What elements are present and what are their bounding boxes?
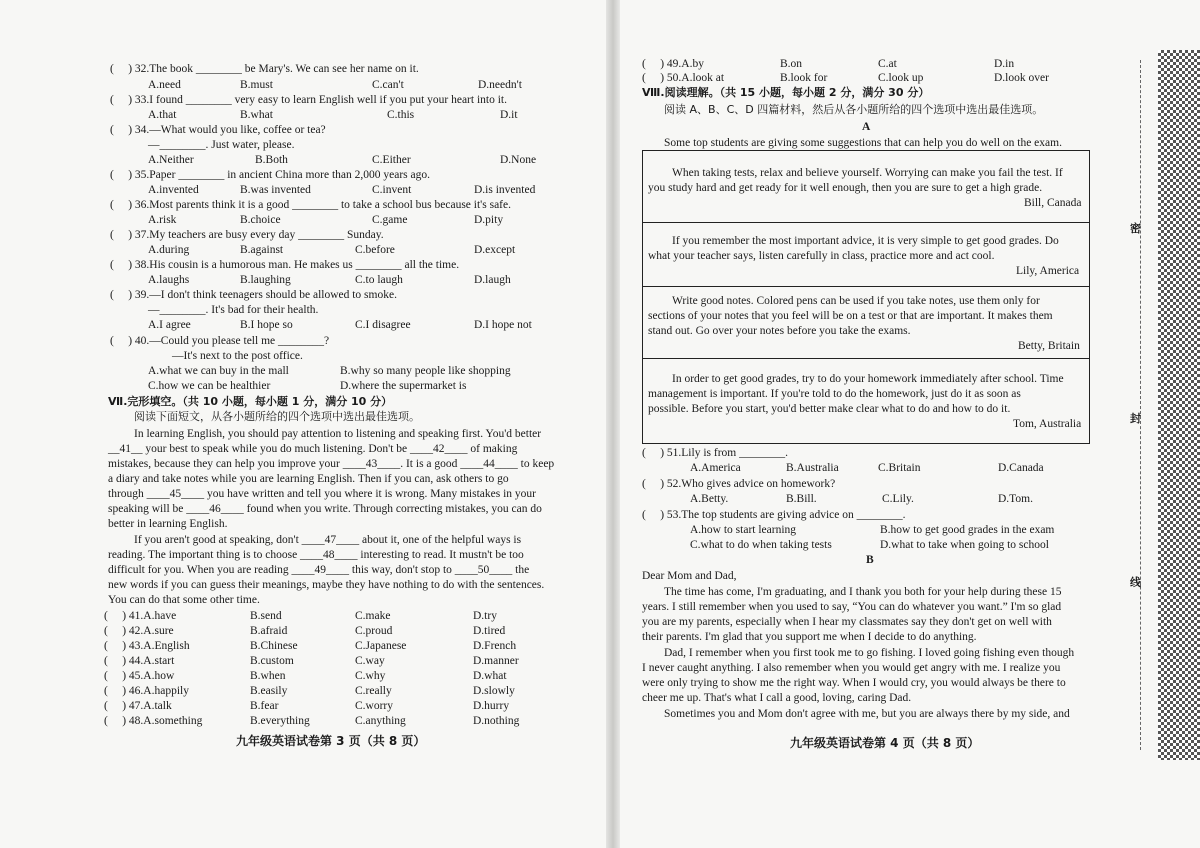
q39-option-d: D.I hope not <box>474 319 532 331</box>
cloze-line: new words if you can guess their meanings, maybe they have nothing to do with the sentences. <box>108 579 545 591</box>
q33-option-b: B.what <box>240 109 273 121</box>
q37-option-b: B.against <box>240 244 284 256</box>
question-33-stem: ( ) 33.I found ________ very easy to learn English well if you put your heart into it. <box>110 94 507 106</box>
binding-mark: 线 <box>1130 576 1141 589</box>
cloze-option-d: D.hurry <box>473 700 510 712</box>
q51-option-d: D.Canada <box>998 462 1044 474</box>
advice-text: possible. Before you start, you'd better make clear what to do and how to do it. <box>648 403 1011 415</box>
cloze-option-b: B.on <box>780 58 803 70</box>
cloze-option-a: ( ) 44.A.start <box>104 655 175 667</box>
section-8-title: Ⅷ.阅读理解。（共 15 小题，每小题 2 分，满分 30 分） <box>642 86 930 99</box>
q34-option-b: B.Both <box>255 154 288 166</box>
advice-text: When taking tests, relax and believe yourself. Worrying can make you fail the test. If <box>672 167 1063 179</box>
q38-option-d: D.laugh <box>474 274 511 286</box>
cloze-option-b: B.look for <box>780 72 828 84</box>
advice-text: you study hard and get ready for it well enough, then you are sure to get a high grade. <box>648 182 1043 194</box>
q38-option-c: C.to laugh <box>355 274 403 286</box>
question-51-stem: ( ) 51.Lily is from ________. <box>642 447 788 459</box>
q52-option-b: B.Bill. <box>786 493 817 505</box>
q35-option-d: D.is invented <box>474 184 536 196</box>
cloze-option-b: B.Chinese <box>250 640 298 652</box>
question-34-reply: —________. Just water, please. <box>148 139 295 151</box>
advice-text: sections of your notes that you feel will be on a test or that are important. It makes them <box>648 310 1053 322</box>
letter-line: years. I still remember when you used to say, “You can do whatever you want.” I'm so glad <box>642 601 1062 613</box>
q33-option-a: A.that <box>148 109 177 121</box>
letter-line: I never caught anything. I also remember when you would get angry with me. I realize you <box>642 662 1061 674</box>
q40-option-d: D.where the supermarket is <box>340 380 467 392</box>
cloze-option-d: D.look over <box>994 72 1049 84</box>
q35-option-b: B.was invented <box>240 184 311 196</box>
cloze-option-c: C.look up <box>878 72 924 84</box>
cloze-option-c: C.proud <box>355 625 393 637</box>
box-divider <box>642 222 1090 223</box>
q32-option-c: C.can't <box>372 79 404 91</box>
advice-text: In order to get good grades, try to do your homework immediately after school. Time <box>672 373 1064 385</box>
advice-text: If you remember the most important advice, it is very simple to get good grades. Do <box>672 235 1059 247</box>
page-fold <box>606 0 620 848</box>
cloze-line: mistakes, because they can help you improve your ____43____. It is a good ____44____ to keep <box>108 458 555 470</box>
q39-option-c: C.I disagree <box>355 319 411 331</box>
cloze-option-d: D.slowly <box>473 685 515 697</box>
q32-option-d: D.needn't <box>478 79 522 91</box>
question-40-reply: —It's next to the post office. <box>172 350 303 362</box>
q32-option-b: B.must <box>240 79 273 91</box>
q38-option-a: A.laughs <box>148 274 190 286</box>
section-7-instructions: 阅读下面短文，从各小题所给的四个选项中选出最佳选项。 <box>134 410 420 423</box>
q52-option-c: C.Lily. <box>882 493 914 505</box>
cloze-option-b: B.everything <box>250 715 310 727</box>
cloze-line: You can do that some other time. <box>108 594 260 606</box>
question-36-stem: ( ) 36.Most parents think it is a good ________ to take a school bus because it's safe. <box>110 199 511 211</box>
cloze-option-d: D.nothing <box>473 715 520 727</box>
passage-a-intro: Some top students are giving some suggestions that can help you do well on the exam. <box>664 137 1062 149</box>
cloze-option-b: B.afraid <box>250 625 288 637</box>
cloze-option-d: D.what <box>473 670 507 682</box>
q34-option-a: A.Neither <box>148 154 194 166</box>
cloze-option-d: D.manner <box>473 655 519 667</box>
section-7-title: Ⅶ.完形填空。（共 10 小题，每小题 1 分，满分 10 分） <box>108 395 393 408</box>
cloze-option-a: ( ) 45.A.how <box>104 670 175 682</box>
q52-option-d: D.Tom. <box>998 493 1033 505</box>
question-39-stem: ( ) 39.—I don't think teenagers should be allowed to smoke. <box>110 289 397 301</box>
q40-option-a: A.what we can buy in the mall <box>148 365 289 377</box>
cloze-option-c: C.at <box>878 58 897 70</box>
cloze-option-d: D.in <box>994 58 1015 70</box>
cloze-option-c: C.anything <box>355 715 406 727</box>
cloze-line: better in learning English. <box>108 518 228 530</box>
cloze-option-c: C.really <box>355 685 392 697</box>
letter-line: The time has come, I'm graduating, and I thank you both for your help during these 15 <box>664 586 1062 598</box>
q37-option-d: D.except <box>474 244 516 256</box>
q53-option-b: B.how to get good grades in the exam <box>880 524 1055 536</box>
cloze-option-b: B.easily <box>250 685 288 697</box>
q53-option-a: A.how to start learning <box>690 524 797 536</box>
cloze-option-c: C.way <box>355 655 385 667</box>
cloze-line: difficult for you. When you are reading ____49____ this way, don't stop to ____50____ the <box>108 564 530 576</box>
advice-text: what your teacher says, listen carefully in class, practice more and act cool. <box>648 250 995 262</box>
q34-option-c: C.Either <box>372 154 411 166</box>
cloze-line: speaking will be ____46____ found when you write. Through correcting mistakes, you can do <box>108 503 542 515</box>
page-footer: 九年级英语试卷第 4 页（共 8 页） <box>790 736 980 750</box>
cloze-line: through ____45____ you have written and tell you where it is wrong. Many mistakes in your <box>108 488 536 500</box>
q39-option-a: A.I agree <box>148 319 191 331</box>
page-footer: 九年级英语试卷第 3 页（共 8 页） <box>236 734 426 748</box>
letter-line: Dear Mom and Dad, <box>642 570 737 582</box>
cloze-option-b: B.send <box>250 610 282 622</box>
cloze-option-a: ( ) 49.A.by <box>642 58 704 70</box>
cloze-option-c: C.worry <box>355 700 394 712</box>
question-40-stem: ( ) 40.—Could you please tell me ________? <box>110 335 330 347</box>
advice-signature: Lily, America <box>1016 265 1080 277</box>
box-divider <box>642 358 1090 359</box>
question-53-stem: ( ) 53.The top students are giving advice on ________. <box>642 509 906 521</box>
advice-text: Write good notes. Colored pens can be used if you take notes, use them only for <box>672 295 1040 307</box>
letter-line: cheer me up. That's what I call a good, loving, caring Dad. <box>642 692 912 704</box>
q36-option-a: A.risk <box>148 214 177 226</box>
cloze-line: reading. The important thing is to choose ____48____ interesting to read. It mustn't be too <box>108 549 524 561</box>
q51-option-b: B.Australia <box>786 462 839 474</box>
cloze-option-b: B.when <box>250 670 286 682</box>
cloze-option-d: D.try <box>473 610 497 622</box>
binding-mark: 密 <box>1130 222 1141 235</box>
q37-option-a: A.during <box>148 244 190 256</box>
q35-option-c: C.invent <box>372 184 412 196</box>
cloze-option-a: ( ) 41.A.have <box>104 610 177 622</box>
q37-option-c: C.before <box>355 244 395 256</box>
letter-line: Sometimes you and Mom don't agree with me, but you are always there by my side, and <box>664 708 1070 720</box>
cloze-option-a: ( ) 43.A.English <box>104 640 190 652</box>
letter-line: were only trying to show me the right way. When I would cry, you would always be there to <box>642 677 1066 689</box>
cloze-option-c: C.make <box>355 610 391 622</box>
q51-option-a: A.America <box>690 462 741 474</box>
cloze-option-a: ( ) 50.A.look at <box>642 72 725 84</box>
question-32-stem: ( ) 32.The book ________ be Mary's. We can see her name on it. <box>110 63 419 75</box>
q33-option-d: D.it <box>500 109 518 121</box>
q33-option-c: C.this <box>387 109 415 121</box>
cloze-line: If you aren't good at speaking, don't ____47____ about it, one of the helpful ways is <box>134 534 522 546</box>
q36-option-d: D.pity <box>474 214 504 226</box>
q53-option-d: D.what to take when going to school <box>880 539 1049 551</box>
cloze-option-a: ( ) 48.A.something <box>104 715 203 727</box>
cloze-line: __41__ your best to speak while you do much listening. Don't be ____42____ of making <box>108 443 518 455</box>
scan-edge-pattern <box>1158 50 1200 760</box>
q35-option-a: A.invented <box>148 184 199 196</box>
question-52-stem: ( ) 52.Who gives advice on homework? <box>642 478 836 490</box>
binding-line <box>1140 60 1141 750</box>
q53-option-c: C.what to do when taking tests <box>690 539 832 551</box>
letter-line: their parents. I'm glad that you support me when I decide to do anything. <box>642 631 977 643</box>
cloze-option-c: C.Japanese <box>355 640 407 652</box>
section-8-instructions: 阅读 A、B、C、D 四篇材料，然后从各小题所给的四个选项中选出最佳选项。 <box>664 103 1044 116</box>
advice-signature: Tom, Australia <box>1013 418 1082 430</box>
q40-option-b: B.why so many people like shopping <box>340 365 511 377</box>
binding-mark: 封 <box>1130 412 1141 425</box>
q52-option-a: A.Betty. <box>690 493 729 505</box>
q40-option-c: C.how we can be healthier <box>148 380 271 392</box>
q51-option-c: C.Britain <box>878 462 921 474</box>
advice-text: management is important. If you're told to do the homework, just do it as soon as <box>648 388 1021 400</box>
advice-text: stand out. Go over your notes before you take the exams. <box>648 325 911 337</box>
cloze-option-b: B.fear <box>250 700 279 712</box>
question-35-stem: ( ) 35.Paper ________ in ancient China more than 2,000 years ago. <box>110 169 431 181</box>
box-divider <box>642 286 1090 287</box>
cloze-line: In learning English, you should pay attention to listening and speaking first. You'd better <box>134 428 542 440</box>
cloze-option-d: D.French <box>473 640 517 652</box>
cloze-option-c: C.why <box>355 670 386 682</box>
question-34-stem: ( ) 34.—What would you like, coffee or tea? <box>110 124 326 136</box>
question-39-reply: —________. It's bad for their health. <box>148 304 319 316</box>
cloze-option-a: ( ) 46.A.happily <box>104 685 189 697</box>
cloze-option-b: B.custom <box>250 655 294 667</box>
q39-option-b: B.I hope so <box>240 319 293 331</box>
cloze-option-d: D.tired <box>473 625 506 637</box>
q38-option-b: B.laughing <box>240 274 291 286</box>
advice-signature: Betty, Britain <box>1018 340 1080 352</box>
q36-option-c: C.game <box>372 214 408 226</box>
q32-option-a: A.need <box>148 79 181 91</box>
question-38-stem: ( ) 38.His cousin is a humorous man. He makes us ________ all the time. <box>110 259 460 271</box>
passage-a-label: A <box>862 121 871 133</box>
passage-b-label: B <box>866 554 874 566</box>
question-37-stem: ( ) 37.My teachers are busy every day ________ Sunday. <box>110 229 384 241</box>
advice-signature: Bill, Canada <box>1024 197 1082 209</box>
letter-line: you are my parents, especially when I hear my classmates say they don't get on well with <box>642 616 1052 628</box>
q34-option-d: D.None <box>500 154 537 166</box>
q36-option-b: B.choice <box>240 214 281 226</box>
cloze-option-a: ( ) 47.A.talk <box>104 700 172 712</box>
cloze-option-a: ( ) 42.A.sure <box>104 625 174 637</box>
cloze-line: a diary and take notes while you are learning English. Then if you can, ask others to go <box>108 473 509 485</box>
letter-line: Dad, I remember when you first took me to go fishing. I loved going fishing even though <box>664 647 1075 659</box>
